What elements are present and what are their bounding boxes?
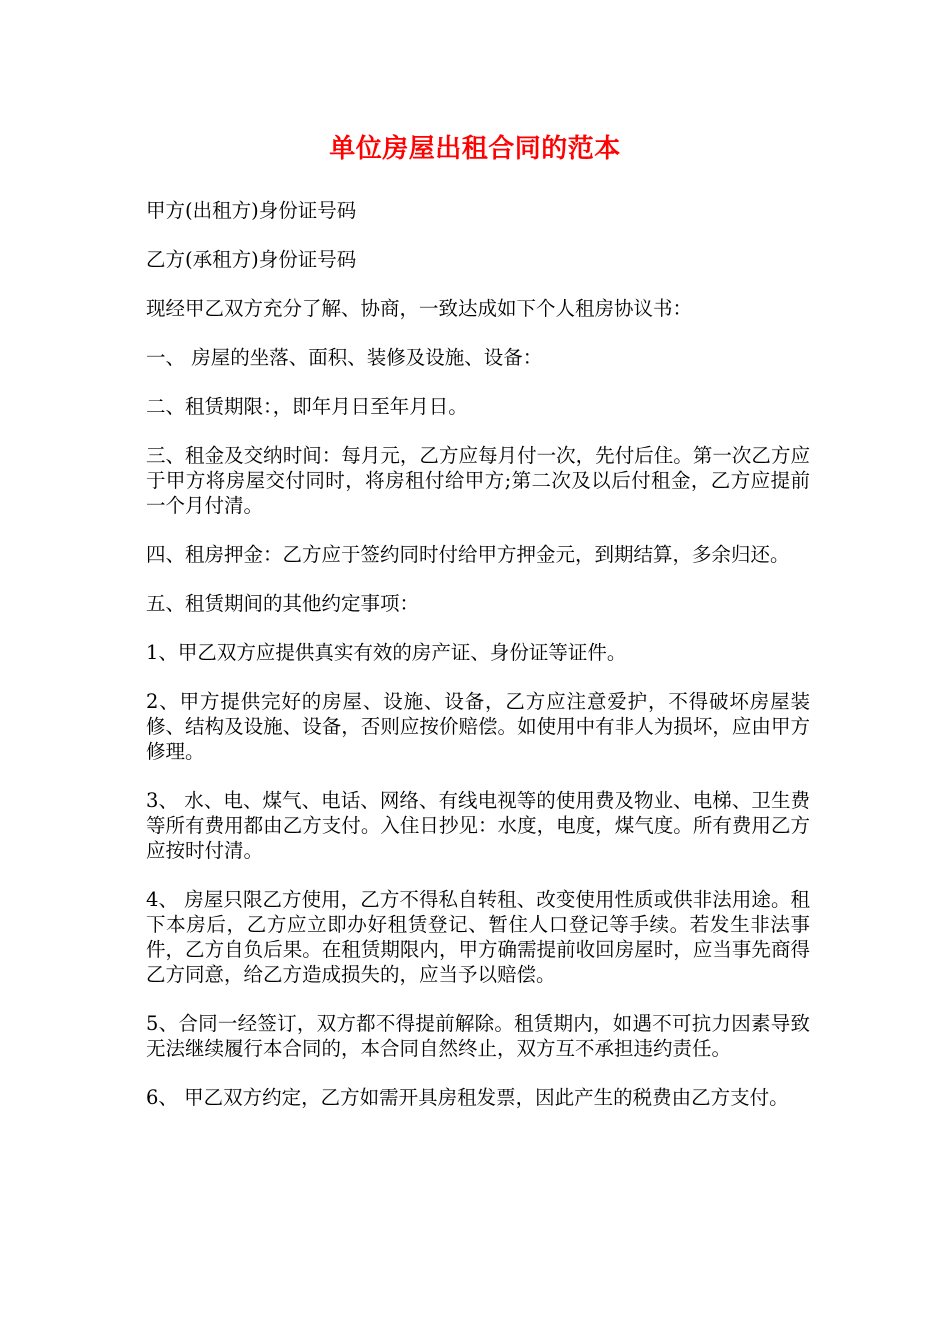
paragraph-clause-3: 三、租金及交纳时间：每月元，乙方应每月付一次，先付后住。第一次乙方应于甲方将房屋交付同时，将房租付给甲方;第二次及以后付租金，乙方应提前一个月付清。 [146, 444, 810, 517]
paragraph-party-b: 乙方(承租方)身份证号码 [146, 248, 357, 271]
paragraph-clause-2: 二、租赁期限：，即年月日至年月日。 [146, 395, 468, 418]
paragraph-clause-4: 四、租房押金：乙方应于签约同时付给甲方押金元，到期结算，多余归还。 [146, 543, 790, 566]
paragraph-item-6: 6、 甲乙双方约定，乙方如需开具房租发票，因此产生的税费由乙方支付。 [146, 1086, 789, 1109]
paragraph-item-5: 5、合同一经签订，双方都不得提前解除。租赁期内，如遇不可抗力因素导致无法继续履行本合同的，本合同自然终止，双方互不承担违约责任。 [146, 1012, 810, 1060]
document-title: 单位房屋出租合同的范本 [329, 134, 621, 164]
paragraph-item-4: 4、 房屋只限乙方使用，乙方不得私自转租、改变使用性质或供非法用途。租下本房后，乙方应立即办好租赁登记、暂住人口登记等手续。若发生非法事件，乙方自负后果。在租赁期限内，甲方确需提前收回房屋时，应当事先商得乙方同意，给乙方造成损失的，应当予以赔偿。 [146, 888, 810, 986]
paragraph-intro: 现经甲乙双方充分了解、协商，一致达成如下个人租房协议书： [146, 297, 693, 320]
paragraph-clause-5: 五、租赁期间的其他约定事项： [146, 592, 420, 615]
paragraph-item-2: 2、甲方提供完好的房屋、设施、设备，乙方应注意爱护，不得破坏房屋装修、结构及设施、设备，否则应按价赔偿。如使用中有非人为损坏，应由甲方修理。 [146, 690, 810, 763]
paragraph-item-3: 3、 水、电、煤气、电话、网络、有线电视等的使用费及物业、电梯、卫生费等所有费用都由乙方支付。入住日抄见：水度，电度，煤气度。所有费用乙方应按时付清。 [146, 789, 810, 862]
paragraph-party-a: 甲方(出租方)身份证号码 [146, 199, 357, 222]
paragraph-item-1: 1、甲乙双方应提供真实有效的房产证、身份证等证件。 [146, 641, 627, 664]
document-body [146, 198, 810, 1134]
paragraph-clause-1: 一、 房屋的坐落、面积、装修及设施、设备： [146, 346, 543, 369]
